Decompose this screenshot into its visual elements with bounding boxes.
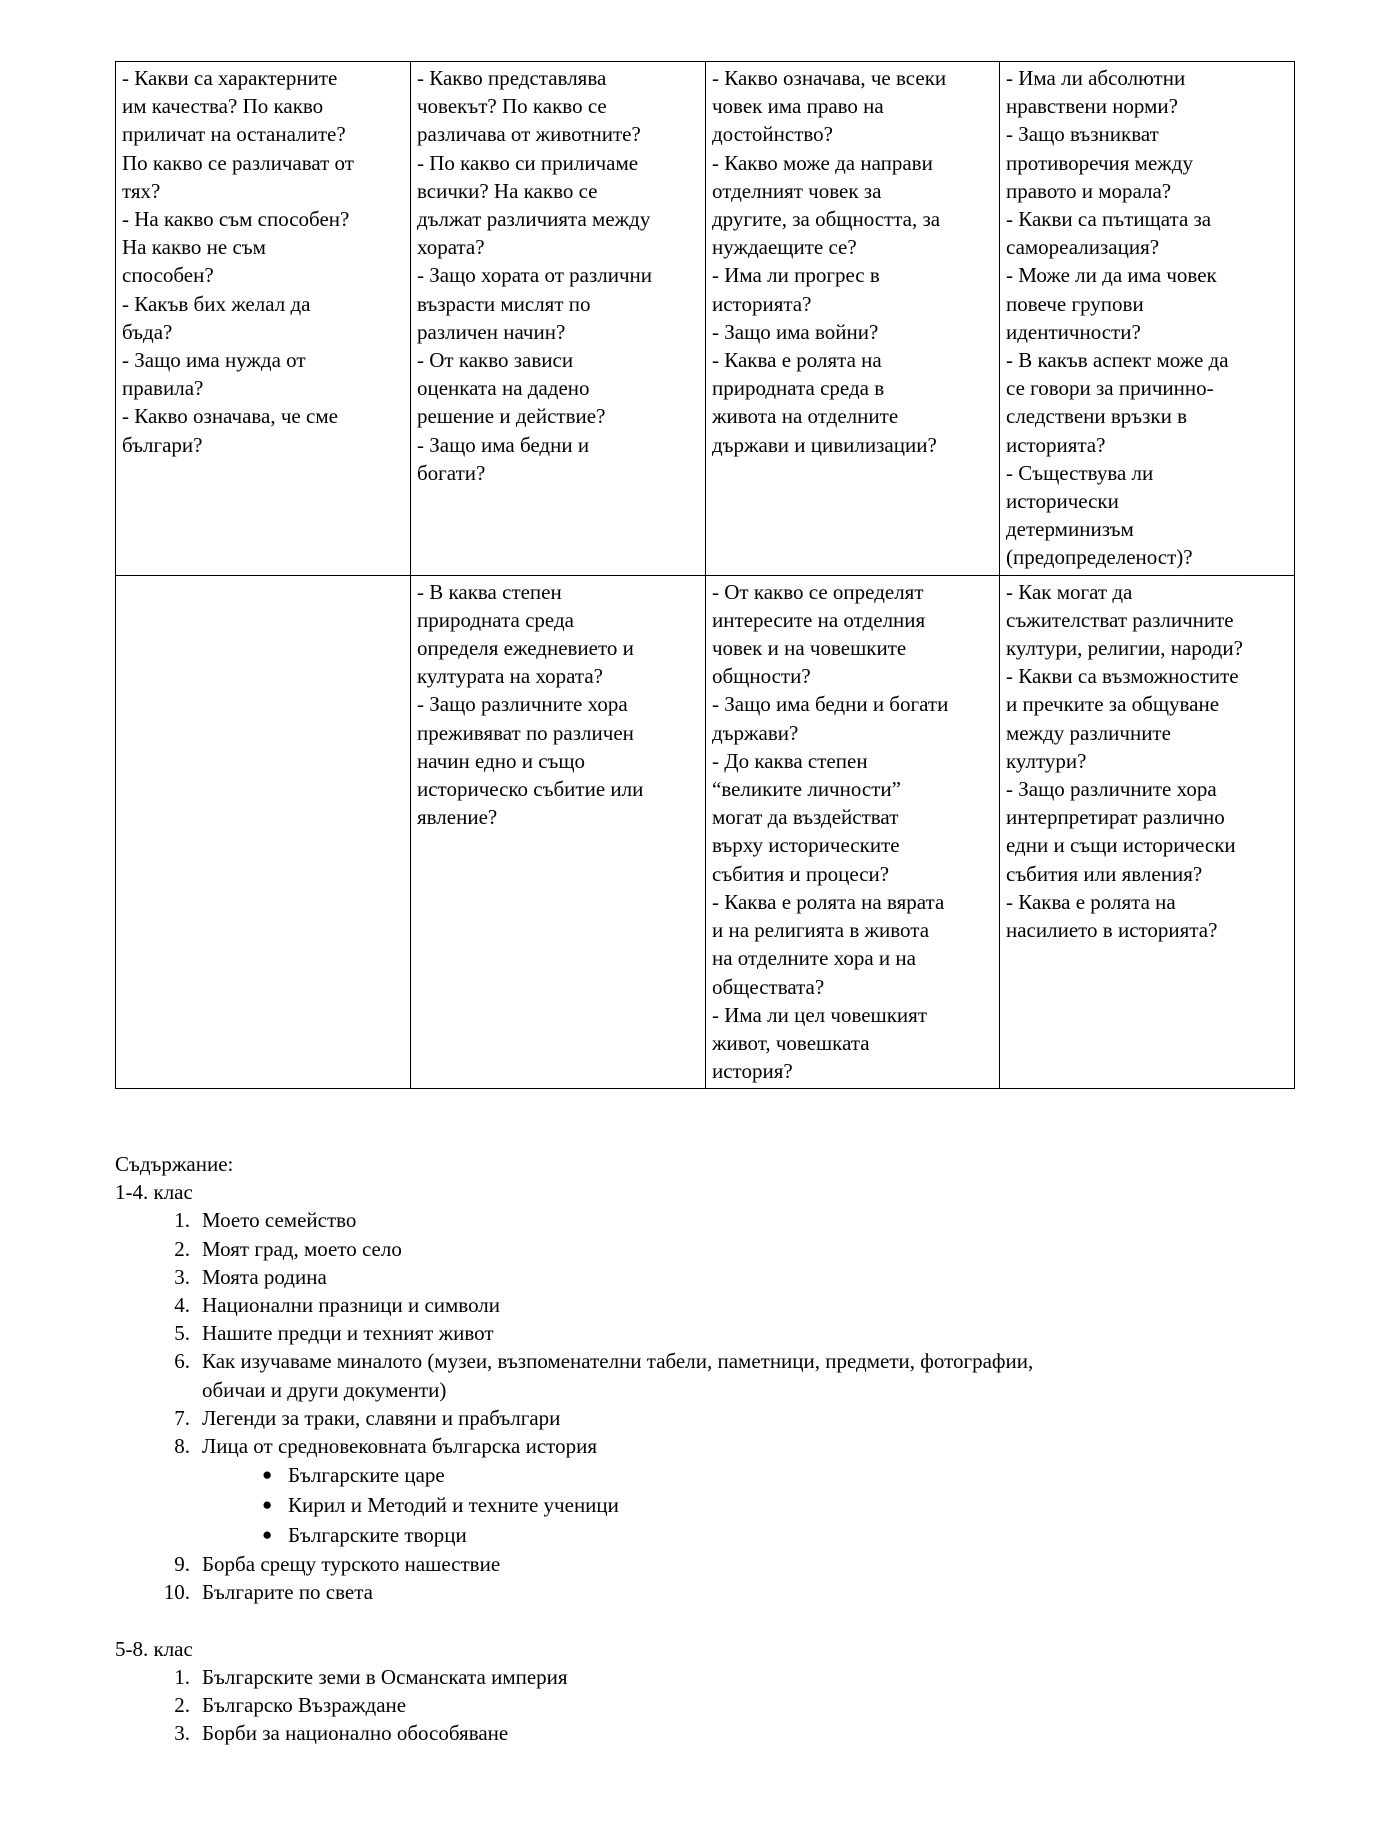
- table-cell: [116, 575, 411, 1089]
- cell-text-line: исторически: [1006, 489, 1119, 514]
- cell-text-line: живот, човешката: [712, 1030, 870, 1055]
- cell-text-line: приличат на останалите?: [122, 122, 346, 147]
- cell-text-line: - Какви са възможностите: [1006, 664, 1239, 689]
- cell-text-line: и пречките за общуване: [1006, 692, 1220, 717]
- bullet-icon: ●: [262, 1525, 273, 1545]
- sublist-item: [115, 1490, 1295, 1520]
- list-item: [115, 1291, 1295, 1319]
- cell-text-line: възрасти мислят по: [417, 291, 591, 316]
- list-item: [115, 1550, 1295, 1578]
- grade-1-4-label: 1-4. клас: [115, 1180, 193, 1205]
- grade-1-4-sublist: [202, 1460, 1295, 1550]
- cell-text-line: хората?: [417, 235, 485, 260]
- cell-text-line: се говори за причинно-: [1006, 376, 1214, 401]
- list-number: 2.: [174, 1236, 190, 1261]
- cell-text-line: - Защо има нужда от: [122, 348, 306, 373]
- list-item-text: Моето семейство: [202, 1208, 357, 1233]
- table-row: [116, 575, 1295, 1089]
- list-item-text: Как изучаваме миналото (музеи, възпоменателни табели, паметници, предмети, фотографии,: [202, 1349, 1034, 1374]
- cell-text-line: - Защо има бедни и богати: [712, 692, 949, 717]
- table-cell: [706, 575, 1000, 1089]
- cell-text-line: По какво се различават от: [122, 150, 354, 175]
- list-item: [115, 1347, 1295, 1403]
- cell-text-line: култури, религии, народи?: [1006, 636, 1243, 661]
- list-item: [115, 1206, 1295, 1234]
- cell-text-line: достойнство?: [712, 122, 833, 147]
- cell-text-line: - Защо възникват: [1006, 122, 1159, 147]
- list-item-text: Лица от средновековната българска история: [202, 1434, 597, 1458]
- cell-text-line: върху историческите: [712, 833, 900, 858]
- list-item: [115, 1691, 1295, 1719]
- list-number: 4.: [174, 1292, 190, 1317]
- cell-text-line: природната среда: [417, 607, 574, 632]
- cell-text-line: човекът? По какво се: [417, 94, 607, 119]
- cell-text-line: - От какво се определят: [712, 579, 924, 604]
- cell-text-line: могат да въздействат: [712, 805, 899, 830]
- table-cell: [706, 62, 1000, 576]
- cell-text-line: българи?: [122, 432, 203, 457]
- cell-text-line: - Има ли прогрес в: [712, 263, 880, 288]
- cell-text-line: тях?: [122, 178, 161, 203]
- list-item: [115, 1719, 1295, 1747]
- cell-text-line: - Може ли да има човек: [1006, 263, 1217, 288]
- cell-text-line: следствени връзки в: [1006, 404, 1188, 429]
- cell-text-line: култури?: [1006, 748, 1087, 773]
- cell-text-line: - Какви са пътищата за: [1006, 207, 1212, 232]
- cell-text-line: - В какъв аспект може да: [1006, 348, 1229, 373]
- list-number: 1.: [174, 1208, 190, 1233]
- cell-text-line: определя ежедневието и: [417, 636, 634, 661]
- cell-text-line: природната среда в: [712, 376, 885, 401]
- list-item: [115, 1319, 1295, 1347]
- cell-text-line: - Какво може да направи: [712, 150, 933, 175]
- cell-text-line: - Защо има войни?: [712, 319, 879, 344]
- list-number: 3.: [174, 1264, 190, 1289]
- list-item-text: Българските земи в Османската империя: [202, 1664, 568, 1689]
- cell-text-line: съжителстват различните: [1006, 607, 1234, 632]
- cell-text-line: интерпретират различно: [1006, 805, 1225, 830]
- cell-text-line: всички? На какво се: [417, 178, 598, 203]
- cell-text-line: - Има ли абсолютни: [1006, 66, 1186, 90]
- list-item-text: Легенди за траки, славяни и прабългари: [202, 1405, 561, 1430]
- cell-text-line: идентичности?: [1006, 319, 1141, 344]
- cell-text-line: правото и морала?: [1006, 178, 1172, 203]
- cell-text-line: - Какво означава, че сме: [122, 404, 338, 429]
- list-item: [115, 1404, 1295, 1432]
- bullet-icon: ●: [262, 1495, 273, 1515]
- list-item: [115, 1663, 1295, 1691]
- cell-text-line: - Каква е ролята на: [712, 348, 882, 373]
- cell-text-line: държави?: [712, 720, 799, 745]
- list-number: 10.: [163, 1580, 190, 1605]
- cell-text-line: - Какво представлява: [417, 66, 607, 90]
- cell-text-line: - В каква степен: [417, 579, 562, 604]
- table-row: [116, 62, 1295, 576]
- list-number: 1.: [174, 1664, 190, 1689]
- cell-text-line: човек и на човешките: [712, 636, 907, 661]
- cell-text-line: оценката на дадено: [417, 376, 590, 401]
- cell-text-line: решение и действие?: [417, 404, 606, 429]
- cell-text-line: “великите личности”: [712, 777, 901, 802]
- cell-text-line: - Има ли цел човешкият: [712, 1002, 928, 1027]
- cell-text-line: им качества? По какво: [122, 94, 324, 119]
- grade-1-4-list-continued: [115, 1550, 1295, 1606]
- cell-text-line: другите, за общността, за: [712, 207, 941, 232]
- list-item-text: Българско Възраждане: [202, 1693, 407, 1718]
- cell-text-line: историята?: [712, 291, 812, 316]
- table-cell: [116, 62, 411, 576]
- cell-text-line: културата на хората?: [417, 664, 604, 689]
- cell-text-line: начин едно и също: [417, 748, 586, 773]
- cell-text-line: държави и цивилизации?: [712, 432, 937, 457]
- cell-text-line: история?: [712, 1059, 793, 1084]
- table-cell: [411, 575, 706, 1089]
- table-cell: [1000, 62, 1295, 576]
- cell-text-line: живота на отделните: [712, 404, 899, 429]
- cell-text-line: събития или явления?: [1006, 861, 1203, 886]
- list-item-text: Българите по света: [202, 1580, 373, 1605]
- cell-text-line: (предопределеност)?: [1006, 545, 1193, 570]
- list-item: [115, 1578, 1295, 1606]
- list-item-text: Национални празници и символи: [202, 1292, 501, 1317]
- cell-text-line: - Съществува ли: [1006, 460, 1154, 485]
- list-number: 6.: [174, 1349, 190, 1374]
- list-item-text: Нашите предци и техният живот: [202, 1321, 494, 1346]
- cell-text-line: - На какво съм способен?: [122, 207, 350, 232]
- sublist-item: [115, 1520, 1295, 1550]
- cell-text-line: нравствени норми?: [1006, 94, 1178, 119]
- cell-text-line: дължат различията между: [417, 207, 651, 232]
- list-number: 2.: [174, 1693, 190, 1718]
- sublist-item-text: Българските царе: [288, 1463, 445, 1488]
- cell-text-line: - Какво означава, че всеки: [712, 66, 947, 90]
- cell-text-line: различава от животните?: [417, 122, 641, 147]
- cell-text-line: бъда?: [122, 319, 173, 344]
- cell-text-line: историческо събитие или: [417, 777, 644, 802]
- cell-text-line: между различните: [1006, 720, 1171, 745]
- list-number: 9.: [174, 1552, 190, 1577]
- cell-text-line: интересите на отделния: [712, 607, 926, 632]
- cell-text-line: и на религията в живота: [712, 918, 930, 943]
- list-number: 8.: [174, 1434, 190, 1458]
- cell-text-line: детерминизъм: [1006, 517, 1134, 542]
- cell-text-line: способен?: [122, 263, 214, 288]
- cell-text-line: - До каква степен: [712, 748, 868, 773]
- cell-text-line: - Какъв бих желал да: [122, 291, 311, 316]
- cell-text-line: общности?: [712, 664, 811, 689]
- cell-text-line: събития и процеси?: [712, 861, 890, 886]
- sublist-item: [115, 1460, 1295, 1490]
- cell-text-line: човек има право на: [712, 94, 884, 119]
- cell-text-line: самореализация?: [1006, 235, 1160, 260]
- list-item: [115, 1432, 1295, 1460]
- cell-text-line: На какво не съм: [122, 235, 266, 260]
- list-item-text: Борби за национално обособяване: [202, 1721, 509, 1746]
- grade-5-8-label: 5-8. клас: [115, 1636, 193, 1661]
- table-cell: [411, 62, 706, 576]
- list-item-text: Моята родина: [202, 1264, 327, 1289]
- cell-text-line: - Защо има бедни и: [417, 432, 590, 457]
- spacer: [115, 1607, 1295, 1635]
- cell-text-line: противоречия между: [1006, 150, 1193, 175]
- grade-1-4-list: [115, 1206, 1295, 1460]
- cell-text-line: - По какво си приличаме: [417, 150, 639, 175]
- cell-text-line: на отделните хора и на: [712, 946, 916, 971]
- cell-text-line: нуждаещите се?: [712, 235, 857, 260]
- cell-text-line: обществата?: [712, 974, 825, 999]
- cell-text-line: - Защо хората от различни: [417, 263, 653, 288]
- list-item-text: обичаи и други документи): [202, 1377, 447, 1402]
- list-item: [115, 1235, 1295, 1263]
- cell-text-line: историята?: [1006, 432, 1106, 457]
- cell-text-line: - Каква е ролята на: [1006, 889, 1176, 914]
- cell-text-line: отделният човек за: [712, 178, 882, 203]
- list-item: [115, 1263, 1295, 1291]
- sublist-item-text: Българските творци: [288, 1523, 467, 1548]
- list-number: 5.: [174, 1321, 190, 1346]
- contents-heading: Съдържание:: [115, 1152, 234, 1176]
- cell-text-line: - Защо различните хора: [1006, 777, 1217, 802]
- table-cell: [1000, 575, 1295, 1089]
- sublist-item-text: Кирил и Методий и техните ученици: [288, 1493, 619, 1518]
- cell-text-line: - Каква е ролята на вярата: [712, 889, 945, 914]
- grade-5-8-list: [115, 1663, 1295, 1748]
- contents-section: [115, 1150, 1295, 1748]
- questions-table: [115, 61, 1295, 1089]
- cell-text-line: - Как могат да: [1006, 579, 1133, 604]
- cell-text-line: повече групови: [1006, 291, 1144, 316]
- cell-text-line: богати?: [417, 460, 486, 485]
- cell-text-line: явление?: [417, 805, 498, 830]
- cell-text-line: насилието в историята?: [1006, 918, 1218, 943]
- cell-text-line: едни и същи исторически: [1006, 833, 1236, 858]
- cell-text-line: различен начин?: [417, 319, 566, 344]
- list-number: 7.: [174, 1405, 190, 1430]
- cell-text-line: правила?: [122, 376, 204, 401]
- cell-text-line: - От какво зависи: [417, 348, 574, 373]
- cell-text-line: преживяват по различен: [417, 720, 634, 745]
- cell-text-line: - Какви са характерните: [122, 66, 338, 90]
- cell-text-line: - Защо различните хора: [417, 692, 628, 717]
- list-number: 3.: [174, 1721, 190, 1746]
- list-item-text: Борба срещу турското нашествие: [202, 1552, 501, 1577]
- list-item-text: Моят град, моето село: [202, 1236, 402, 1261]
- bullet-icon: ●: [262, 1465, 273, 1485]
